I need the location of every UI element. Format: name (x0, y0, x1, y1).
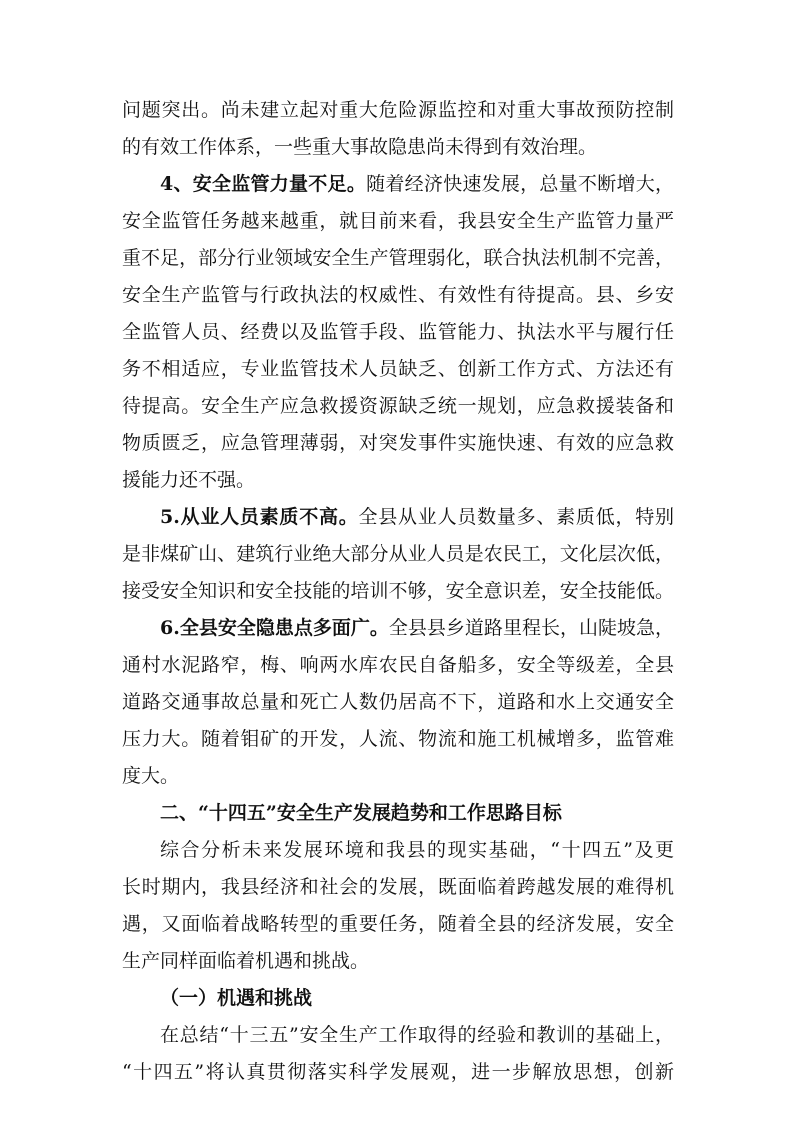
body-line: 度大。 (122, 765, 180, 787)
point-6-line: 6.全县安全隐患点多面广。全县县乡道路里程长，山陡坡急， (160, 617, 674, 639)
body-line: 长时期内，我县经济和社会的发展，既面临着跨越发展的难得机 (122, 876, 674, 898)
body-line: 问题突出。尚未建立起对重大危险源监控和对重大事故预防控制 (122, 99, 674, 121)
body-line: 安全监管任务越来越重，就目前来看，我县安全生产监管力量严 (122, 210, 674, 232)
point-4-heading: 4、安全监管力量不足。 (160, 173, 367, 195)
body-line: 务不相适应，专业监管技术人员缺乏、创新工作方式、方法还有 (122, 358, 674, 380)
subsection-heading-1: （一）机遇和挑战 (160, 987, 313, 1009)
body-line: 安全生产监管与行政执法的权威性、有效性有待提高。县、乡安 (122, 284, 674, 306)
body-line: 综合分析未来发展环境和我县的现实基础，“十四五”及更 (160, 839, 674, 861)
point-6-heading: 6.全县安全隐患点多面广。 (160, 617, 389, 639)
body-line: 全监管人员、经费以及监管手段、监管能力、执法水平与履行任 (122, 321, 674, 343)
body-line: 援能力还不强。 (122, 469, 256, 491)
body-line: 的有效工作体系，一些重大事故隐患尚未得到有效治理。 (122, 136, 598, 158)
body-line: 压力大。随着钼矿的开发，人流、物流和施工机械增多，监管难 (122, 728, 674, 750)
body-line: 物质匮乏，应急管理薄弱，对突发事件实施快速、有效的应急救 (122, 432, 674, 454)
body-line: 通村水泥路窄，梅、响两水库农民自备船多，安全等级差，全县 (122, 654, 674, 676)
point-5-line: 5.从业人员素质不高。全县从业人员数量多、素质低，特别 (160, 506, 674, 528)
body-line: 生产同样面临着机遇和挑战。 (122, 950, 370, 972)
body-line: “十四五”将认真贯彻落实科学发展观，进一步解放思想，创新 (122, 1061, 674, 1083)
point-5-heading: 5.从业人员素质不高。 (160, 506, 359, 528)
body-line: 道路交通事故总量和死亡人数仍居高不下，道路和水上交通安全 (122, 691, 674, 713)
body-line: 在总结“十三五”安全生产工作取得的经验和教训的基础上， (160, 1024, 674, 1046)
point-4-line: 4、安全监管力量不足。随着经济快速发展，总量不断增大， (160, 173, 674, 195)
body-line: 接受安全知识和安全技能的培训不够，安全意识差，安全技能低。 (122, 580, 674, 602)
body-line: 待提高。安全生产应急救援资源缺乏统一规划，应急救援装备和 (122, 395, 674, 417)
body-line: 遇，又面临着战略转型的重要任务，随着全县的经济发展，安全 (122, 913, 674, 935)
section-heading-2: 二、“十四五”安全生产发展趋势和工作思路目标 (160, 802, 562, 824)
body-line: 重不足，部分行业领域安全生产管理弱化，联合执法机制不完善， (122, 247, 674, 269)
body-line: 是非煤矿山、建筑行业绝大部分从业人员是农民工，文化层次低， (122, 543, 674, 565)
